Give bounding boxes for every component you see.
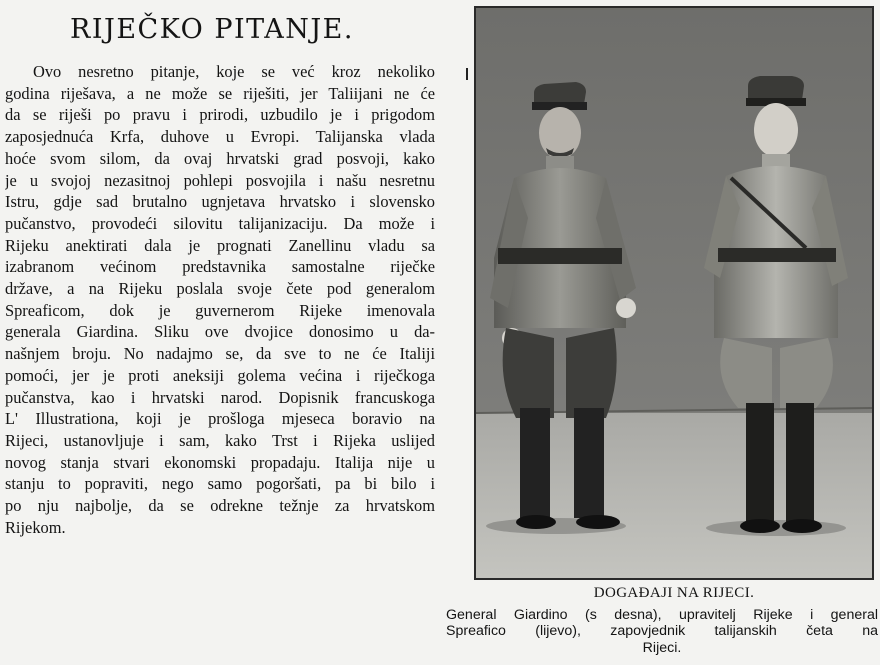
article-line: generala Giardina. Sliku ove dvojice donosimo u da- xyxy=(5,322,435,342)
generals-photo xyxy=(474,6,874,580)
article-line: Rijekom. xyxy=(5,517,66,537)
article-line: izabranom većinom predstavnika samostalne riječke xyxy=(5,257,435,277)
article-line: Rijeku anektirati dala je prognati Zanellinu vladu sa xyxy=(5,235,435,255)
caption-text xyxy=(446,607,878,656)
article-line: po nju najbolje, da se odrekne težnje za hrvatskom xyxy=(5,496,435,516)
article-line: našnjem broju. No nadajmo se, da sve to ne će Italiji xyxy=(5,344,435,364)
caption-line: General Giardino (s desna), upravitelj Rijeke i general xyxy=(446,607,878,623)
article-line: pučanstva, kao i hrvatski narod. Dopisnik francuskoga xyxy=(5,387,435,407)
article-line: Rijeci, ustanovljuje i sam, kako Trst i Rijeka uslijed xyxy=(5,430,435,450)
article-line: novog stanja stvari ekonomski propadaju. Italija nije u xyxy=(5,452,435,472)
photo-illustration xyxy=(476,8,872,578)
caption-title: DOGAĐAJI NA RIJECI. xyxy=(593,585,755,601)
article-line: da se riješi po pravu i prirodi, uzbudilo je i prigodom xyxy=(5,105,435,125)
article-line: godina riješava, a ne može se riješiti, jer Taliijani ne će xyxy=(5,83,435,103)
article-line: Istru, gdje sad brutalno ugnjetava hrvatsko i slovensko xyxy=(5,192,435,212)
article-headline: RIJEČKO PITANJE. xyxy=(70,14,354,45)
article-line: pučanstvo, provodeći silovitu talijanizaciju. Da može i xyxy=(5,213,435,233)
article-line: stanju to popraviti, nego samo pogoršati, pa bi bilo i xyxy=(5,474,435,494)
article-line: Spreaficom, dok je guvernerom Rijeke imenovala xyxy=(5,300,435,320)
article-line: L' Illustrationa, koji je prošloga mjeseca boravio na xyxy=(5,409,435,429)
article-line: je u svojoj nezasitnoj pohlepi posvojila i našu nesretnu xyxy=(5,170,435,190)
article-line: pomoći, jer je proti aneksiji golema većina i riječkoga xyxy=(5,365,435,385)
article-line: hoće svom silom, da ovaj hrvatski grad posvoji, kako xyxy=(5,148,435,168)
caption-line: Spreafico (lijevo), zapovjednik talijanskih četa na xyxy=(446,623,878,640)
column-rule xyxy=(466,68,468,80)
article-line: zaposjednuća Krfa, duhove u Evropi. Talijanska vlada xyxy=(5,127,435,147)
article-line: države, a na Rijeku poslala svoje čete pod generalom xyxy=(5,279,435,299)
article-line: Ovo nesretno pitanje, koje se već kroz nekoliko xyxy=(33,62,435,81)
caption-line: Rijeci. xyxy=(642,639,682,656)
article-body xyxy=(5,61,435,538)
